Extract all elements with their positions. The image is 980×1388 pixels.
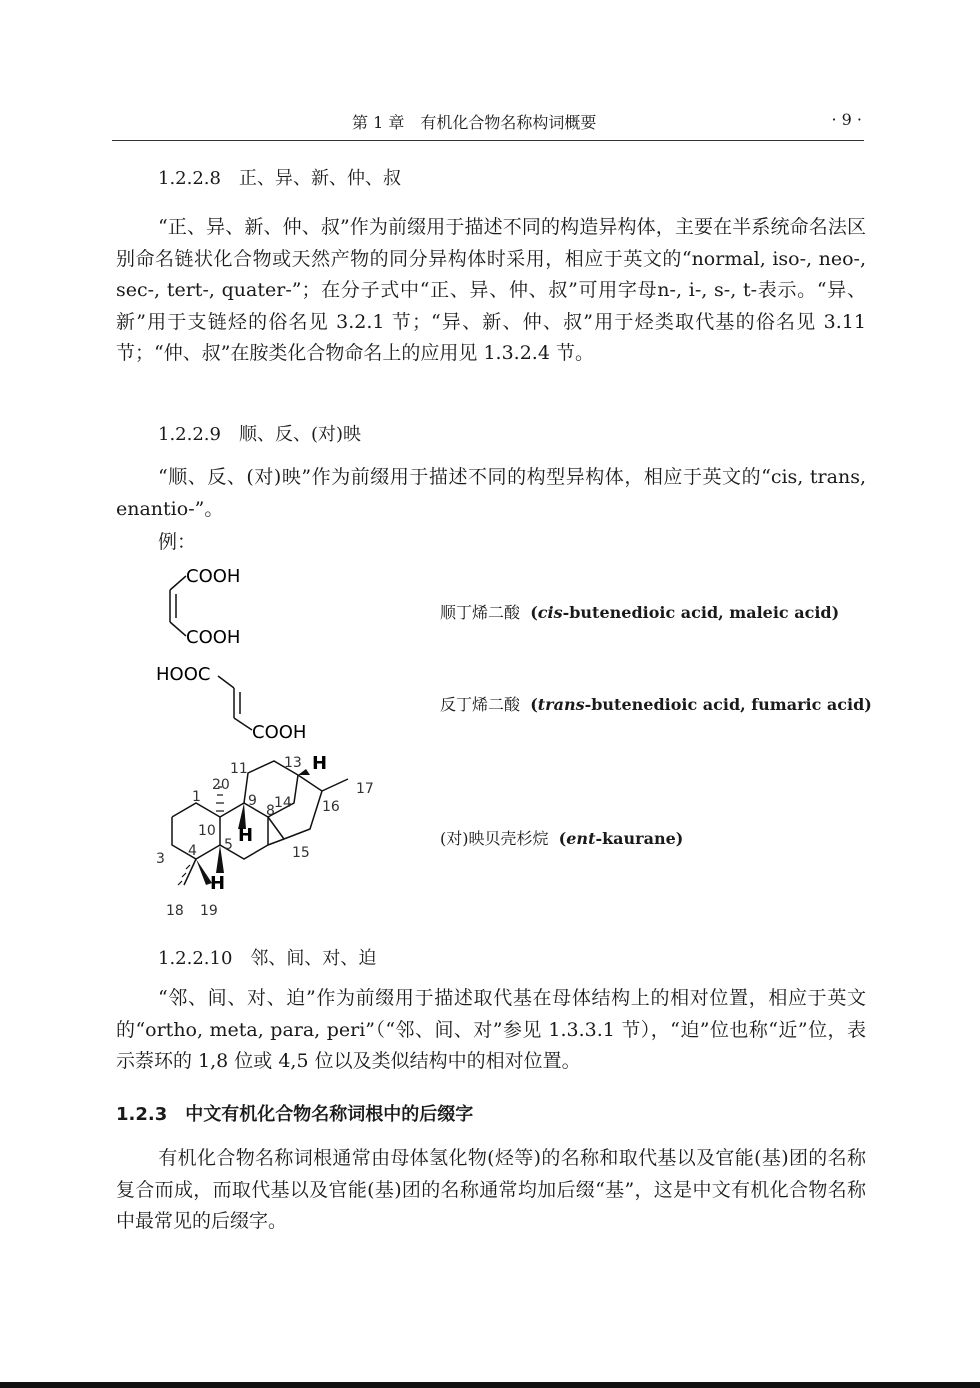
section-1228-title: 1.2.2.8 正、异、新、仲、叔 — [158, 168, 401, 189]
svg-text:10: 10 — [198, 823, 216, 839]
svg-text:H: H — [312, 753, 328, 774]
section-123-paragraph: 有机化合物名称词根通常由母体氢化物(烃等)的名称和取代基以及官能(基)团的名称复合而成，而取代基以及官能(基)团的名称通常均加后缀“基”，这是中文有机化合物名称中最常见的后缀字。 — [116, 1147, 866, 1232]
fumaric-acid-structure — [150, 658, 330, 748]
svg-text:H: H — [210, 873, 226, 894]
section-1228-paragraph: “正、异、新、仲、叔”作为前缀用于描述不同的构造异构体，主要在半系统命名法区别命名链状化合物或天然产物的同分异构体时采用，相应于英文的“normal, iso-, neo-, sec-, tert-, quater-”；在分子式中“正、异、仲、叔”可用字母n-, i-, s-, t-表示。“异、新”用于支链烃的俗名见 3.2.1 节；“异、新、仲、叔”用于烃类取代基的俗名见 3.11 节；“仲、叔”在胺类化合物命名上的应用见 1.3.2.4 节。 — [116, 216, 866, 364]
svg-text:17: 17 — [356, 781, 374, 797]
running-header — [112, 108, 864, 141]
section-12210-title: 1.2.2.10 邻、间、对、迫 — [158, 948, 377, 969]
maleic-acid-caption: 顺丁烯二酸 (cis-butenedioic acid, maleic acid) — [440, 603, 840, 622]
svg-text:18: 18 — [166, 903, 184, 919]
svg-text:8: 8 — [266, 803, 275, 819]
maleic-acid-structure — [140, 560, 280, 650]
svg-text:H: H — [238, 825, 254, 846]
svg-text:3: 3 — [156, 851, 165, 867]
section-123-title: 1.2.3 中文有机化合物名称词根中的后缀字 — [116, 1104, 474, 1125]
svg-text:5: 5 — [224, 837, 233, 853]
svg-text:13: 13 — [284, 755, 302, 771]
svg-text:11: 11 — [230, 761, 248, 777]
chapter-title: 第 1 章 有机化合物名称构词概要 — [352, 113, 597, 132]
svg-text:16: 16 — [322, 799, 340, 815]
svg-text:4: 4 — [188, 843, 197, 859]
svg-text:9: 9 — [248, 793, 257, 809]
svg-text:COOH: COOH — [252, 722, 307, 743]
ent-kaurane-structure — [150, 745, 390, 925]
svg-text:HOOC: HOOC — [156, 664, 211, 685]
ent-kaurane-caption: (对)映贝壳杉烷 (ent-kaurane) — [440, 829, 684, 848]
section-12210-paragraph: “邻、间、对、迫”作为前缀用于描述取代基在母体结构上的相对位置，相应于英文的“ortho, meta, para, peri”（“邻、间、对”参见 1.3.3.1 节），“迫”位也称“近”位，表示萘环的 1,8 位或 4,5 位以及类似结构中的相对位置。 — [116, 987, 866, 1072]
svg-text:COOH: COOH — [186, 566, 241, 587]
svg-text:14: 14 — [274, 795, 292, 811]
svg-text:19: 19 — [200, 903, 218, 919]
section-1229-paragraph: “顺、反、(对)映”作为前缀用于描述不同的构型异构体，相应于英文的“cis, trans, enantio-”。 — [116, 466, 866, 520]
svg-text:1: 1 — [192, 789, 201, 805]
svg-text:COOH: COOH — [186, 627, 241, 648]
svg-text:20: 20 — [212, 777, 230, 793]
page-number: · 9 · — [831, 110, 862, 129]
bottom-border — [0, 1382, 980, 1388]
svg-text:15: 15 — [292, 845, 310, 861]
fumaric-acid-caption: 反丁烯二酸 (trans-butenedioic acid, fumaric acid) — [440, 695, 872, 714]
section-1229-title: 1.2.2.9 顺、反、(对)映 — [158, 424, 362, 445]
example-label: 例： — [158, 531, 197, 553]
